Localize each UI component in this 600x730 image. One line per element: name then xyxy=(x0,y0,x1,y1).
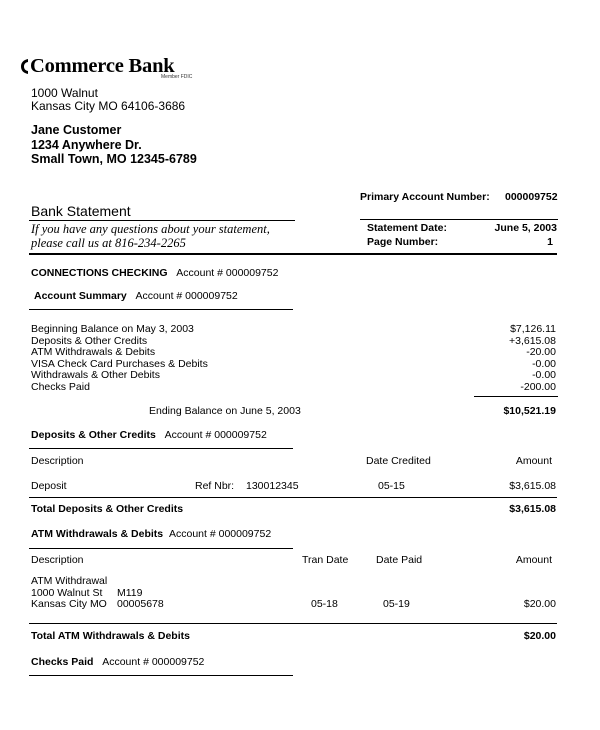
summary-row-value: -0.00 xyxy=(532,369,556,382)
deposits-col-description: Description xyxy=(31,455,84,467)
deposits-rule xyxy=(29,448,293,449)
summary-labels xyxy=(31,324,208,394)
summary-row-value: -20.00 xyxy=(526,346,556,359)
checking-title: CONNECTIONS CHECKING xyxy=(31,267,168,279)
summary-row-value: -0.00 xyxy=(532,357,556,370)
customer-street: 1234 Anywhere Dr. xyxy=(31,138,142,152)
summary-row-label: Beginning Balance on May 3, 2003 xyxy=(31,323,194,335)
deposit-ref-label: Ref Nbr: xyxy=(195,480,235,492)
deposit-description: Deposit xyxy=(31,480,67,492)
statement-date-label: Statement Date: xyxy=(367,222,447,234)
atm-row-line2b: M119 xyxy=(117,587,143,599)
summary-row-label: ATM Withdrawals & Debits xyxy=(31,346,156,359)
atm-total-value: $20.00 xyxy=(523,630,556,642)
customer-name: Jane Customer xyxy=(31,123,122,137)
page-number-value: 1 xyxy=(547,236,553,248)
checking-heading xyxy=(31,267,278,279)
atm-title: ATM Withdrawals & Debits xyxy=(31,528,164,540)
atm-rule xyxy=(29,548,293,549)
atm-col-date-paid: Date Paid xyxy=(376,554,423,566)
deposits-total-value: $3,615.08 xyxy=(509,503,556,515)
summary-row-label: Deposits & Other Credits xyxy=(31,334,148,347)
atm-row-line1: ATM Withdrawal xyxy=(31,575,108,587)
deposits-col-amount: Amount xyxy=(515,455,552,467)
deposits-col-date: Date Credited xyxy=(366,455,431,467)
summary-row-label: Withdrawals & Other Debits xyxy=(31,369,160,382)
atm-account: Account # 000009752 xyxy=(168,528,272,540)
deposit-date: 05-15 xyxy=(378,480,405,492)
primary-account-value: 000009752 xyxy=(505,191,558,203)
checks-heading xyxy=(31,656,204,668)
bank-name: Commerce Bank xyxy=(30,55,175,77)
page-number-label: Page Number: xyxy=(367,236,439,248)
summary-values xyxy=(509,324,556,394)
atm-row-line3a: Kansas City MO xyxy=(31,598,107,610)
statement-title: Bank Statement xyxy=(31,203,131,219)
ending-balance-value: $10,521.19 xyxy=(503,405,556,417)
summary-row-value: +3,615.08 xyxy=(508,334,556,347)
header-bottom-rule xyxy=(29,253,557,255)
checks-rule xyxy=(29,675,293,676)
statement-date-value: June 5, 2003 xyxy=(494,222,557,234)
summary-rule xyxy=(29,309,293,310)
deposits-total-label: Total Deposits & Other Credits xyxy=(31,503,184,515)
atm-row-tran-date: 05-18 xyxy=(311,598,338,610)
questions-note-line1: If you have any questions about your statement, xyxy=(31,222,270,236)
deposit-amount: $3,615.08 xyxy=(509,480,556,492)
atm-col-description: Description xyxy=(31,554,84,566)
summary-heading xyxy=(34,290,238,302)
questions-note-line2: please call us at 816-234-2265 xyxy=(31,236,186,250)
atm-heading xyxy=(31,528,271,540)
deposits-total-rule xyxy=(29,497,557,498)
deposit-ref-value: 130012345 xyxy=(246,480,299,492)
atm-col-tran-date: Tran Date xyxy=(302,554,349,566)
customer-city: Small Town, MO 12345-6789 xyxy=(31,152,197,166)
summary-row-label: Checks Paid xyxy=(31,380,90,393)
header-rule-right xyxy=(360,219,558,220)
summary-row-label: VISA Check Card Purchases & Debits xyxy=(31,357,208,370)
summary-title: Account Summary xyxy=(34,290,127,302)
atm-total-rule xyxy=(29,623,557,624)
summary-value-rule xyxy=(474,396,558,397)
checks-account: Account # 000009752 xyxy=(102,656,205,668)
bank-address-line1: 1000 Walnut xyxy=(31,86,98,100)
ending-balance-label: Ending Balance on June 5, 2003 xyxy=(149,405,301,417)
deposits-title: Deposits & Other Credits xyxy=(31,429,156,441)
commerce-bank-logo-icon xyxy=(20,58,29,75)
atm-row-date-paid: 05-19 xyxy=(383,598,410,610)
atm-row-line2a: 1000 Walnut St xyxy=(31,587,103,599)
summary-row-value: -200.00 xyxy=(520,380,556,393)
atm-col-amount: Amount xyxy=(515,554,552,566)
atm-row-amount: $20.00 xyxy=(523,598,556,610)
deposits-account: Account # 000009752 xyxy=(164,429,267,441)
checks-title: Checks Paid xyxy=(31,656,94,668)
summary-account: Account # 000009752 xyxy=(135,290,238,302)
atm-row-line3b: 00005678 xyxy=(117,598,164,610)
bank-address-line2: Kansas City MO 64106-3686 xyxy=(31,99,186,113)
summary-row-value: $7,126.11 xyxy=(510,323,556,335)
atm-total-label: Total ATM Withdrawals & Debits xyxy=(31,630,190,642)
primary-account-label: Primary Account Number: xyxy=(360,191,490,203)
title-rule xyxy=(29,220,295,221)
checking-account: Account # 000009752 xyxy=(176,267,279,279)
deposits-heading xyxy=(31,429,267,441)
member-fdic-label: Member FDIC xyxy=(161,74,193,80)
